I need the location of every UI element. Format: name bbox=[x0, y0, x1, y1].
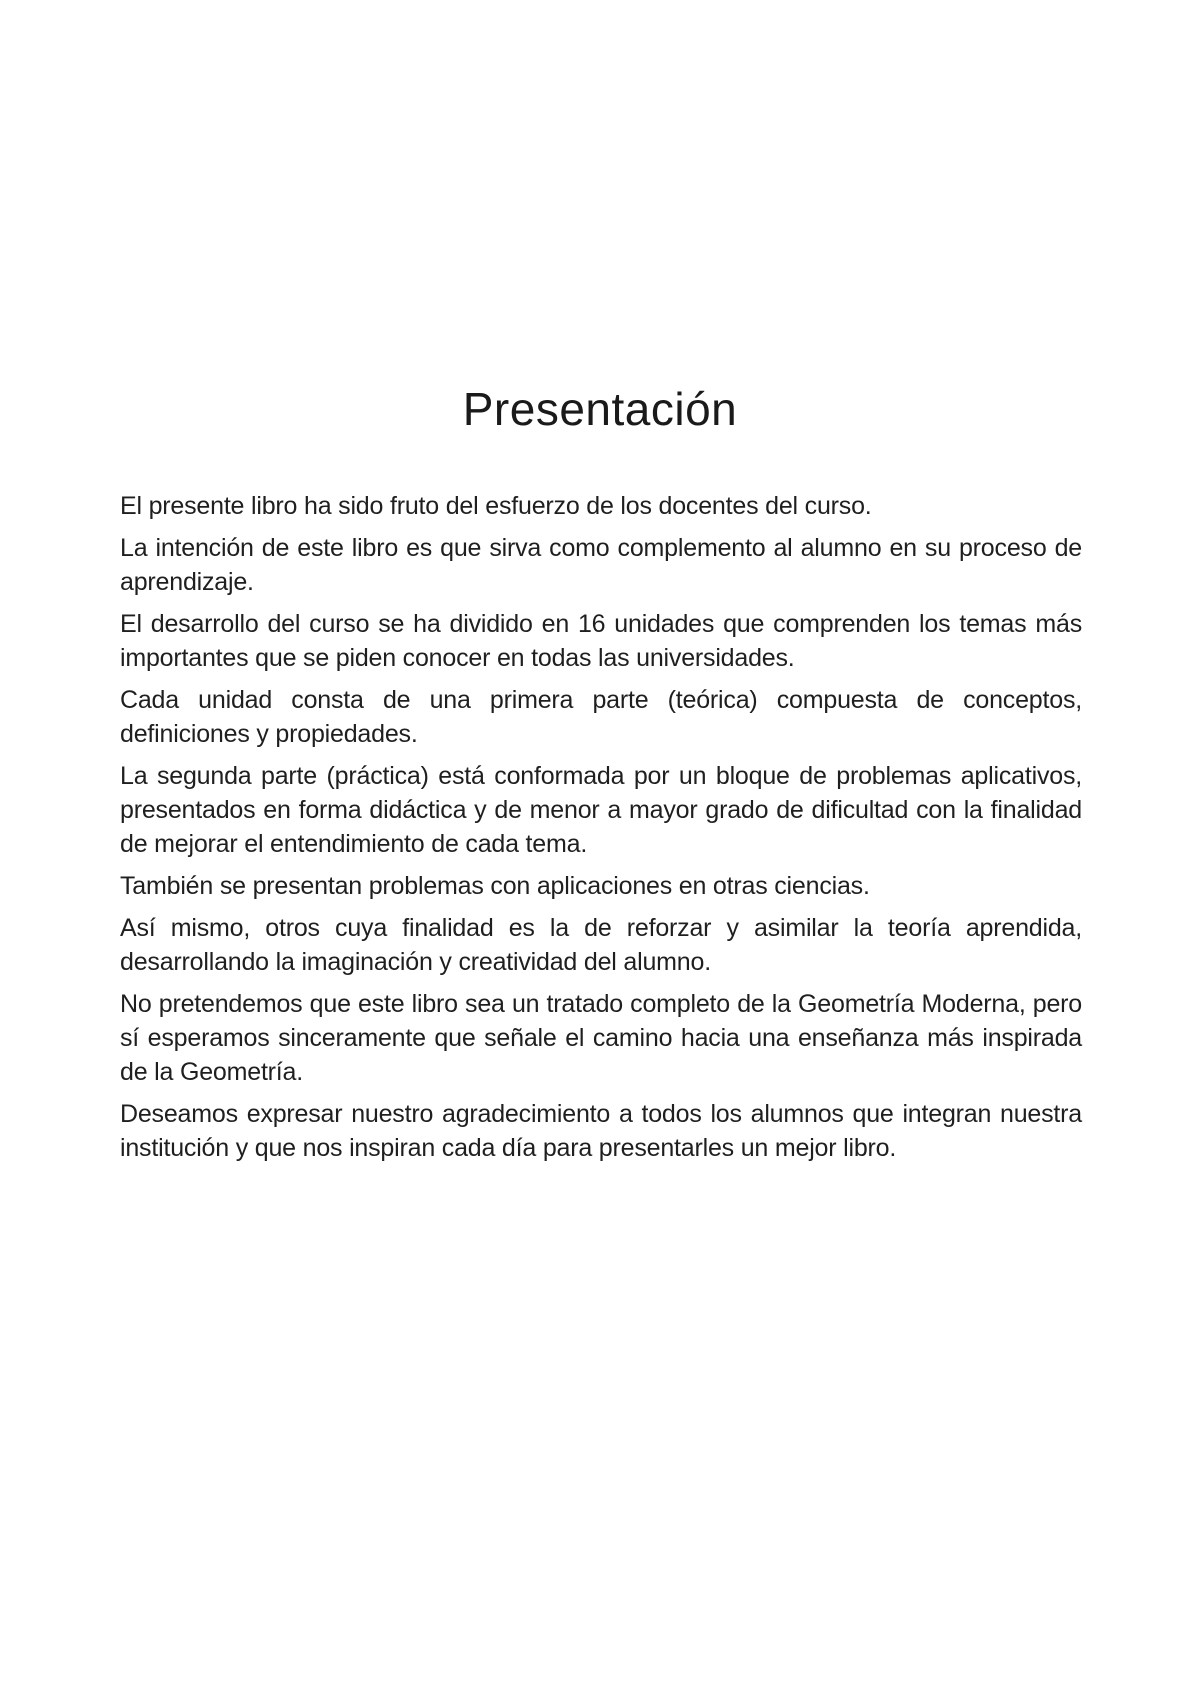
paragraph-9: Deseamos expresar nuestro agradecimiento a todos los alumnos que integran nuestra institución y que nos inspiran cada día para presentarles un mejor libro. bbox=[120, 1100, 1082, 1162]
page-title: Presentación bbox=[462, 383, 738, 435]
paragraph-5: La segunda parte (práctica) está conformada por un bloque de problemas aplicativos, presentados en forma didáctica y de menor a mayor grado de dificultad con la finalidad de mejorar el entendimiento de cada tema. bbox=[120, 762, 1082, 858]
paragraph-2: La intención de este libro es que sirva como complemento al alumno en su proceso de aprendizaje. bbox=[120, 534, 1082, 596]
paragraph-6: También se presentan problemas con aplicaciones en otras ciencias. bbox=[120, 872, 870, 900]
paragraph-7: Así mismo, otros cuya finalidad es la de reforzar y asimilar la teoría aprendida, desarrollando la imaginación y creatividad del alumno. bbox=[120, 914, 1082, 976]
paragraph-4: Cada unidad consta de una primera parte (teórica) compuesta de conceptos, definiciones y propiedades. bbox=[120, 686, 1082, 748]
paragraph-3: El desarrollo del curso se ha dividido en 16 unidades que comprenden los temas más importantes que se piden conocer en todas las universidades. bbox=[120, 610, 1082, 672]
presentation-body bbox=[120, 489, 1082, 1173]
paragraph-8: No pretendemos que este libro sea un tratado completo de la Geometría Moderna, pero sí esperamos sinceramente que señale el camino hacia una enseñanza más inspirada de la Geometría. bbox=[120, 990, 1082, 1086]
paragraph-1: El presente libro ha sido fruto del esfuerzo de los docentes del curso. bbox=[120, 492, 872, 520]
